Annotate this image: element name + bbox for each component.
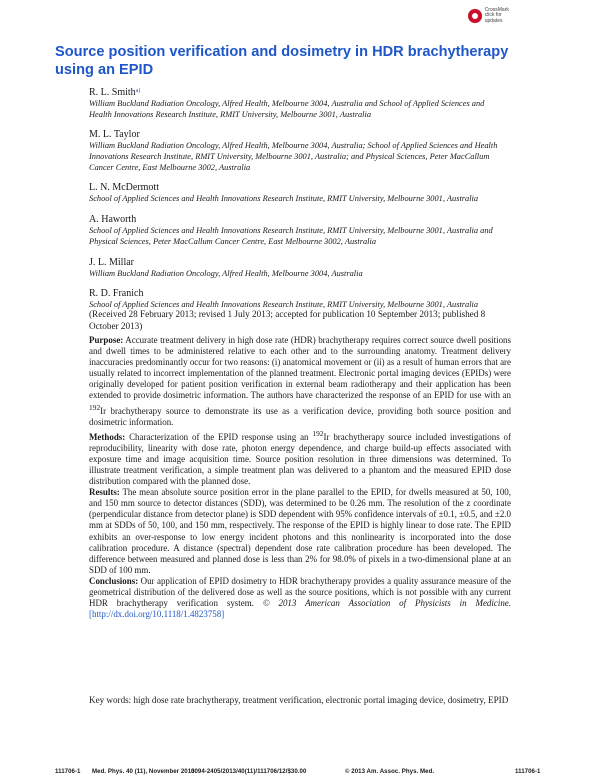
crossmark-title: CrossMark	[484, 6, 509, 13]
author-name: L. N. McDermott	[89, 182, 159, 194]
isotope-mass: 192	[89, 402, 101, 412]
author-affiliation: School of Applied Sciences and Health Innovations Research Institute, RMIT University, Melbourne 3001, Australia	[89, 194, 479, 204]
crossmark-subtitle: click for updates	[484, 12, 503, 24]
isotope-symbol: Ir	[323, 431, 330, 442]
author-name: J. L. Millar	[89, 256, 134, 268]
methods-label: Methods:	[89, 431, 126, 442]
author-block	[89, 213, 509, 247]
author-name: M. L. Taylor	[89, 129, 140, 141]
author-affiliation: William Buckland Radiation Oncology, Alfred Health, Melbourne 3004, Australia	[89, 268, 363, 278]
purpose-text-cont: brachytherapy source to demonstrate its use as a verification device, providing both source position and dosimetric information.	[89, 405, 511, 427]
crossmark-badge[interactable]	[468, 8, 520, 24]
article-title: Source position verification and dosimetry in HDR brachytherapy using an EPID	[55, 44, 509, 78]
author-affiliation: School of Applied Sciences and Health Innovations Research Institute, RMIT University, Melbourne 3001, Australia	[89, 300, 479, 310]
author-name-text: R. L. Smith	[89, 87, 136, 98]
footer-copyright: © 2013 Am. Assoc. Phys. Med.	[345, 768, 435, 775]
author-block	[89, 181, 509, 205]
author-name	[89, 85, 509, 99]
article-code: 0094-2405/2013/40(11)/111706/12/$30.00	[191, 768, 307, 775]
author-block	[89, 256, 509, 280]
author-block	[89, 85, 509, 120]
page-footer	[0, 768, 600, 780]
copyright-notice: © 2013 American Association of Physicists in Medicine.	[262, 598, 511, 609]
author-name: R. D. Franich	[89, 288, 144, 300]
conclusions-text: Our application of EPID dosimetry to HDR brachytherapy provides a quality assurance measure of the geometrical distribution of the delivered dose as well as the source positions, which is not possible with any current HDR brachytherapy verification system.	[89, 575, 511, 609]
conclusions-label: Conclusions:	[89, 575, 139, 586]
author-list	[89, 85, 509, 319]
author-affiliation: William Buckland Radiation Oncology, Alfred Health, Melbourne 3004, Australia and School of Applied Sciences and Health Innovations Research Institute, RMIT University, Melbourne 3001, Australia	[89, 99, 485, 119]
isotope-symbol: Ir	[100, 405, 107, 416]
purpose-text: Accurate treatment delivery in high dose rate (HDR) brachytherapy requires correct source dwell positions and dwell times to be administered relative to each other and to the surrounding anatomy. Treatment delivery inaccuracies predominantly occur for two reasons: (i) anatomical movement or (ii) as a result of human errors that are usually related to incorrect implementation of the planned treatment. Electronic portal imaging devices (EPIDs) were originally developed for patient position verification in external beam radiotherapy and their application has been extended to provide dosimetric information. The authors have characterized the response of an EPID for use with an	[89, 335, 511, 401]
author-footnote-marker[interactable]: a)	[135, 88, 141, 94]
doi-link[interactable]: [http://dx.doi.org/10.1118/1.4823758]	[89, 609, 225, 620]
abstract-methods	[89, 428, 511, 487]
abstract-purpose	[89, 335, 511, 428]
abstract	[89, 335, 511, 620]
methods-text-cont: brachytherapy source included investigations of reproducibility, linearity with dose rate, photon energy dependence, and charge build-up effects associated with exposure time and image acquisition time. Source position resolution in three dimensions was determined. To illustrate treatment verification, a simple treatment plan was delivered to a phantom and the measured EPID dose distribution compared with the planned dose.	[89, 431, 511, 487]
page-number-left: 111706-1	[55, 768, 81, 775]
received-dates: (Received 28 February 2013; revised 1 July 2013; accepted for publication 10 September 2013; published 8 October 2013)	[89, 309, 486, 332]
page-number-right: 111706-1	[515, 768, 541, 775]
author-affiliation: School of Applied Sciences and Health Innovations Research Institute, RMIT University, Melbourne 3001, Australia and Physical Sciences, Peter MacCallum Cancer Centre, East Melbourne 3002, Australia	[89, 226, 493, 246]
crossmark-icon	[468, 9, 482, 23]
crossmark-label	[485, 8, 520, 25]
purpose-label: Purpose:	[89, 335, 124, 345]
methods-text: Characterization of the EPID response using an	[125, 431, 313, 442]
results-label: Results:	[89, 487, 120, 498]
author-block	[89, 128, 509, 173]
author-affiliation: William Buckland Radiation Oncology, Alfred Health, Melbourne 3004, Australia; School of Applied Sciences and Health Innovations Research Institute, RMIT University, Melbourne 3001, Australia; and Physical Sciences, Peter MacCallum Cancer Centre, East Melbourne 3002, Australia	[89, 141, 498, 172]
author-name: A. Haworth	[89, 214, 137, 226]
journal-citation: Med. Phys. 40 (11), November 2013	[92, 768, 195, 775]
abstract-conclusions	[89, 576, 511, 620]
isotope-mass: 192	[312, 428, 324, 438]
abstract-results	[89, 487, 511, 576]
keywords: Key words: high dose rate brachytherapy, treatment verification, electronic portal imaging device, dosimetry, EPID	[89, 695, 509, 705]
results-text: The mean absolute source position error in the plane parallel to the EPID, for dwells measured at 50, 100, and 150 mm source to detector distances (SDD), was determined to be 0.26 mm. The resolution of the z coordinate (perpendicular distance from detector plane) is SDD dependent with 95% confidence intervals of ±0.1, ±0.5, and ±2.0 mm at SDDs of 50, 100, and 150 mm, respectively. The response of the EPID is highly linear to dose rate. The EPID exhibits an over-response to low energy incident photons and this nonlinearity is incorporated into the dose calibration procedure. A distance (spectral) dependent dose rate calibration procedure has been developed. The difference between measured and planned dose is less than 2% for 98.0% of pixels in a two-dimensional plane at an SDD of 100 mm.	[89, 487, 511, 575]
